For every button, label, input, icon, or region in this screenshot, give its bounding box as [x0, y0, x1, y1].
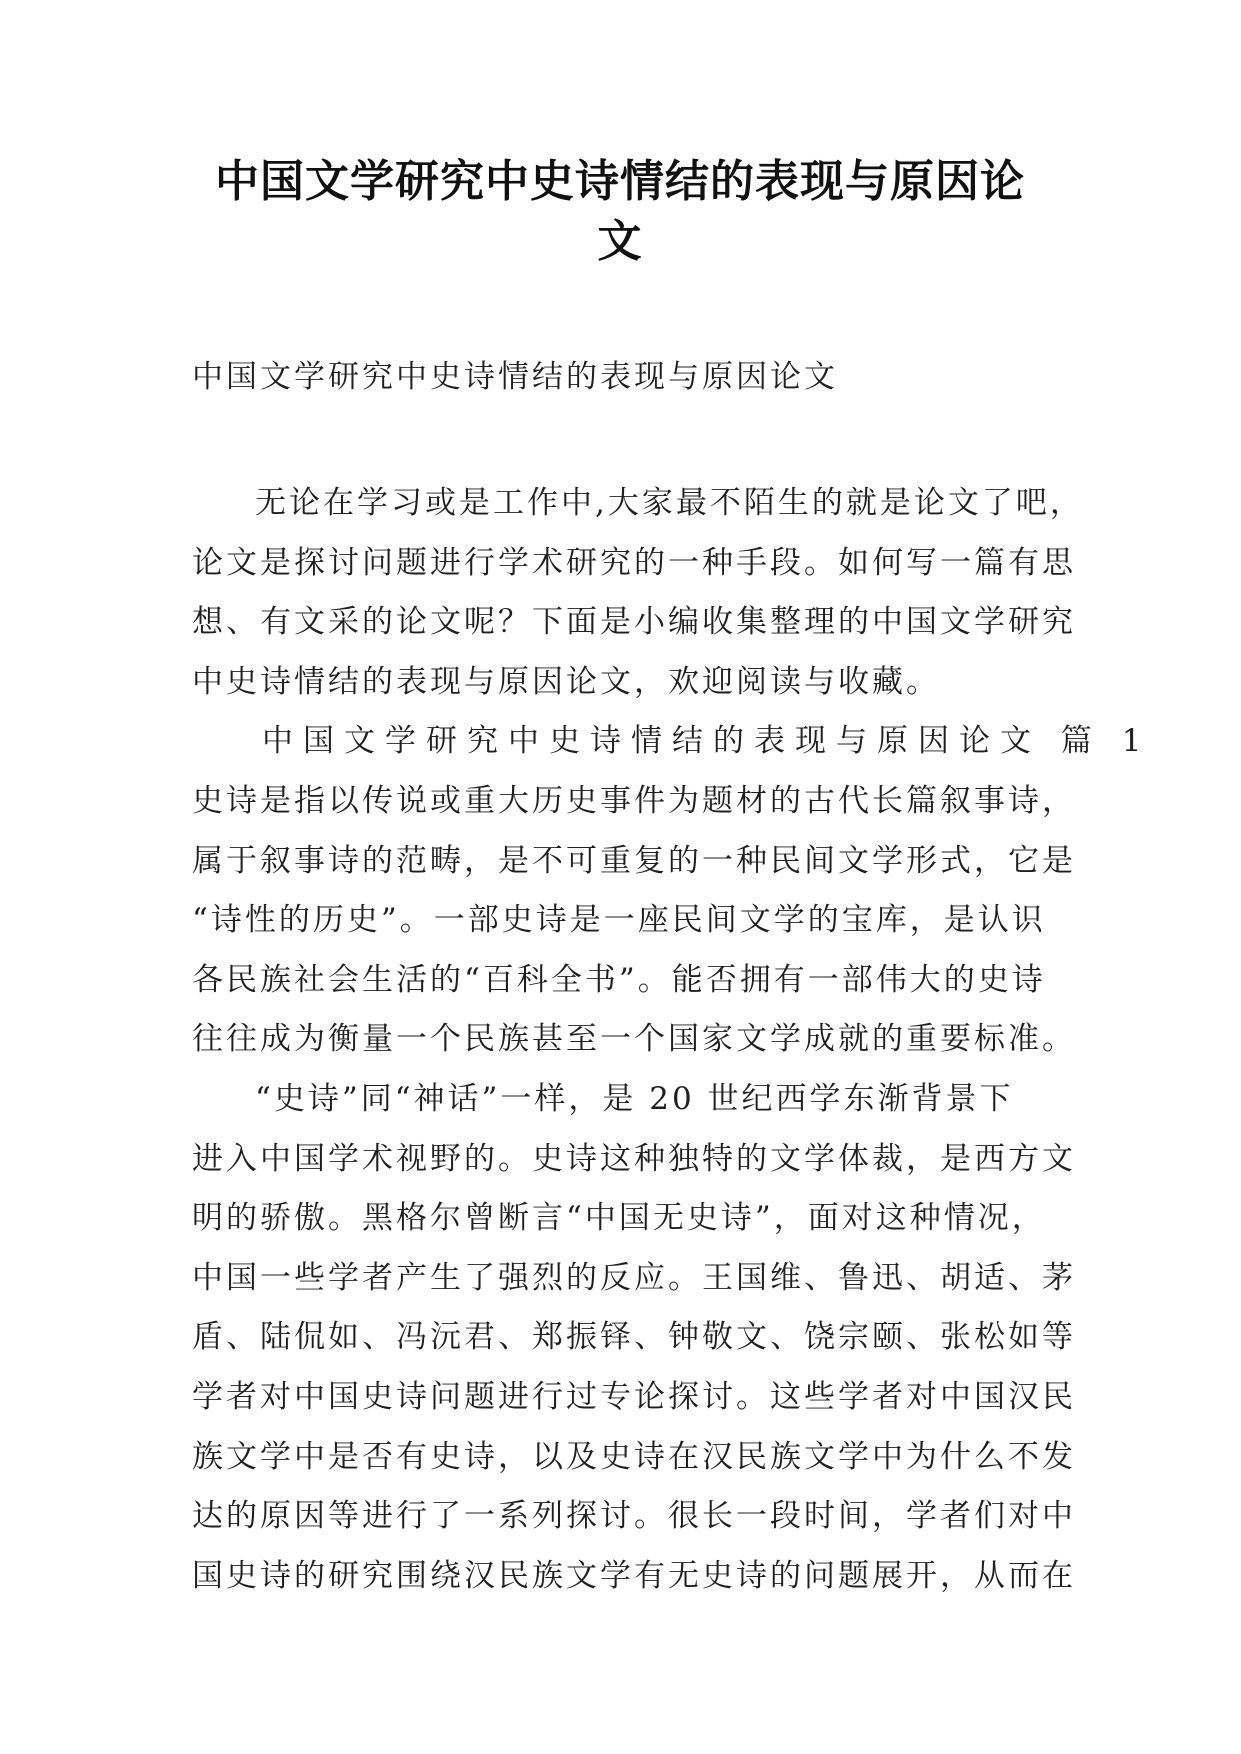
body-line: 盾、陆侃如、冯沅君、郑振铎、钟敬文、饶宗颐、张松如等: [192, 1319, 1076, 1356]
body-line: 往往成为衡量一个民族甚至一个国家文学成就的重要标准。: [192, 1021, 1076, 1058]
body-line: “诗性的历史”。一部史诗是一座民间文学的宝库，是认识: [192, 902, 1046, 939]
document-title: [180, 152, 1060, 272]
body-line: 中史诗情结的表现与原因论文，欢迎阅读与收藏。: [192, 663, 940, 700]
section-heading: 中国文学研究中史诗情结的表现与原因论文 篇 1: [262, 723, 1152, 760]
body-line: 进入中国学术视野的。史诗这种独特的文学体裁，是西方文: [192, 1140, 1076, 1177]
body-line: 各民族社会生活的“百科全书”。能否拥有一部伟大的史诗: [192, 961, 1046, 998]
body-line: 族文学中是否有史诗，以及史诗在汉民族文学中为什么不发: [192, 1438, 1076, 1475]
body-line: 明的骄傲。黑格尔曾断言“中国无史诗”，面对这种情况，: [192, 1200, 1046, 1237]
body-line: 论文是探讨问题进行学术研究的一种手段。如何写一篇有思: [192, 544, 1076, 581]
body-line: 想、有文采的论文呢？下面是小编收集整理的中国文学研究: [192, 604, 1076, 641]
body-line: 属于叙事诗的范畴，是不可重复的一种民间文学形式，它是: [192, 842, 1076, 879]
body-line: 国史诗的研究围绕汉民族文学有无史诗的问题展开，从而在: [192, 1557, 1076, 1594]
body-line: 无论在学习或是工作中,大家最不陌生的就是论文了吧，: [255, 485, 1084, 521]
body-line: 达的原因等进行了一系列探讨。很长一段时间，学者们对中: [192, 1498, 1076, 1535]
document-body: [192, 474, 1152, 1606]
title-line-2: 文: [597, 216, 643, 267]
body-line: 学者对中国史诗问题进行过专论探讨。这些学者对中国汉民: [192, 1378, 1076, 1415]
body-line: 史诗是指以传说或重大历史事件为题材的古代长篇叙事诗，: [192, 782, 1076, 819]
body-line: 中国一些学者产生了强烈的反应。王国维、鲁迅、胡适、茅: [192, 1259, 1076, 1296]
title-line-1: 中国文学研究中史诗情结的表现与原因论: [215, 156, 1025, 207]
document-subtitle: 中国文学研究中史诗情结的表现与原因论文: [192, 359, 838, 395]
body-line: “史诗”同“神话”一样，是 20 世纪西学东渐背景下: [255, 1080, 1014, 1117]
